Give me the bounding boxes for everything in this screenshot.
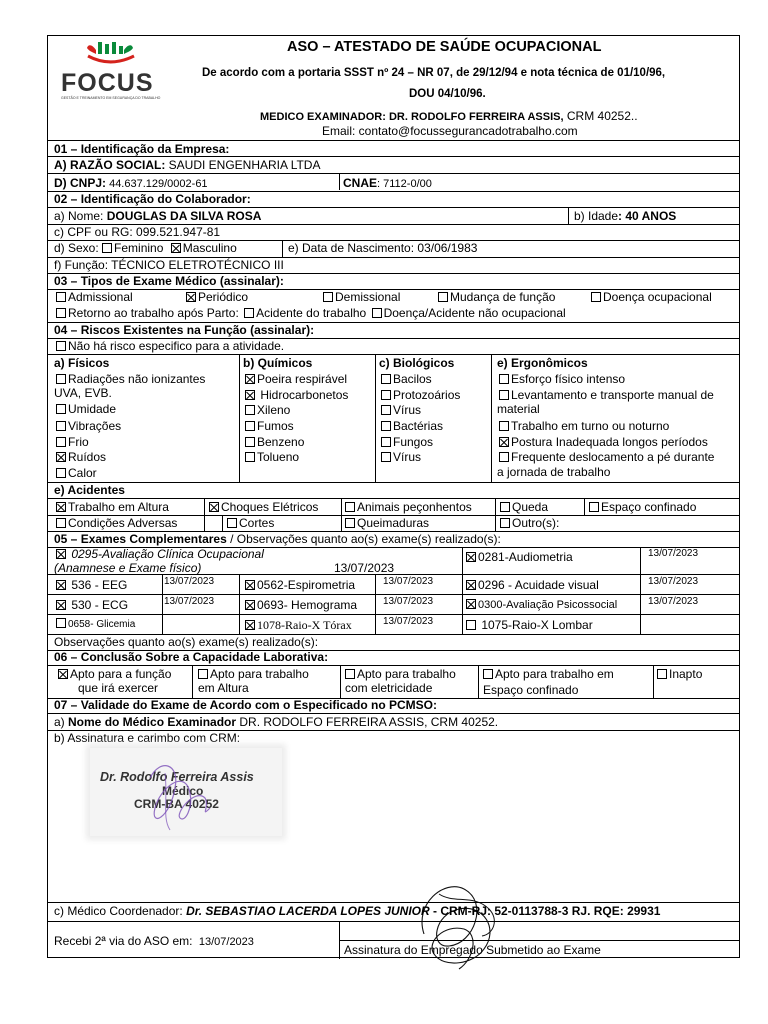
coordenador-crm: - CRM-RJ: 52-0113788-3 RJ. RQE: 29931 [429, 904, 661, 918]
risco-umidade [56, 402, 116, 416]
acidente-espaco [589, 500, 696, 514]
0296-label: 0296 - Acuidade visual [478, 578, 599, 592]
cnae-value: : 7112-0/00 [377, 178, 432, 190]
cortes-checkbox[interactable] [227, 518, 237, 528]
apto-eletricidade-label: Apto para trabalho [357, 667, 456, 681]
feminino-checkbox[interactable] [102, 243, 112, 253]
queimaduras-checkbox[interactable] [345, 518, 355, 528]
risco-radiacoes [56, 372, 205, 386]
536-checkbox[interactable] [56, 580, 66, 590]
protozoarios-checkbox[interactable] [381, 390, 391, 400]
bacterias-label: Bactérias [393, 419, 444, 433]
examiner-label: MEDICO EXAMINADOR: DR. RODOLFO FERREIRA ASSIS, [260, 111, 564, 123]
poeira-label: Poeira respirável [257, 372, 348, 386]
protozoarios-label: Protozoários [393, 388, 461, 402]
retorno-checkbox[interactable] [56, 308, 66, 318]
section-05-title-bold: 05 – Exames Complementares [54, 532, 227, 546]
doenca-acidente-label: Doença/Acidente não ocupacional [383, 306, 566, 320]
risco-ruidos [56, 450, 106, 464]
apto-checkbox[interactable] [58, 669, 68, 679]
risco-postura [499, 435, 708, 449]
outros-label: Outro(s): [512, 516, 560, 530]
animais-label: Animais peçonhentos [357, 500, 472, 514]
0300-checkbox[interactable] [466, 599, 476, 609]
conclusao-apto-2: que irá exercer [78, 681, 159, 695]
exame-periodico [186, 290, 248, 304]
risco-levantamento [499, 388, 714, 402]
colaborador-funcao: f) Função: TÉCNICO ELETROTÉCNICO III [54, 258, 284, 272]
risco-frequente [499, 450, 714, 464]
0562-label: 0562-Espirometria [257, 578, 356, 592]
apto-label: Apto para a função [70, 667, 172, 681]
risco-bacterias [381, 419, 443, 433]
document-subtitle-2: DOU 04/10/96. [409, 88, 486, 100]
razao-social-value: SAUDI ENGENHARIA LTDA [165, 158, 321, 172]
1078-label: 1078-Raio-X Tórax [257, 618, 352, 632]
risco-levantamento-2: material [497, 402, 540, 416]
ruidos-label: Ruídos [68, 450, 107, 464]
queda-label: Queda [512, 500, 549, 514]
colaborador-nome [54, 209, 261, 223]
choques-label: Choques Elétricos [221, 500, 319, 514]
cnpj [54, 176, 208, 191]
examiner-signature-icon [90, 748, 282, 836]
sexo-label: d) Sexo: [54, 241, 99, 255]
document-subtitle-1: De acordo com a portaria SSST nº 24 – NR 07, de 29/12/94 e nota técnica de 01/10/96, [202, 67, 666, 79]
inapto-label: Inapto [669, 667, 703, 681]
acidente-cortes [227, 516, 274, 530]
exame-admissional [56, 290, 133, 304]
doenca-label: Doença ocupacional [603, 290, 712, 304]
frequente-checkbox[interactable] [499, 452, 509, 462]
exame-1075 [466, 618, 593, 632]
periodico-label: Periódico [198, 290, 249, 304]
benzeno-label: Benzeno [257, 435, 305, 449]
virus-1-checkbox[interactable] [381, 405, 391, 415]
acidente-altura [56, 500, 169, 514]
coordenador-value: Dr. SEBASTIAO LACERDA LOPES JUNIOR [186, 904, 430, 918]
cnpj-label: D) CNPJ: [54, 176, 107, 190]
conclusao-confinado-2: Espaço confinado [483, 683, 579, 697]
altura-label: Trabalho em Altura [68, 500, 169, 514]
apto-confinado-label: Apto para trabalho em [495, 667, 614, 681]
outros-checkbox[interactable] [500, 518, 510, 528]
cortes-label: Cortes [239, 516, 275, 530]
section-02-title: 02 – Identificação do Colaborador: [54, 192, 251, 206]
cnae-label: CNAE [343, 176, 378, 190]
acidente-animais [345, 500, 472, 514]
animais-checkbox[interactable] [345, 502, 355, 512]
virus-2-label: Vírus [393, 450, 422, 464]
risco-calor [56, 466, 97, 480]
0693-label: 0693- Hemograma [257, 598, 358, 612]
virus-2-checkbox[interactable] [381, 452, 391, 462]
risco-frequente-2: a jornada de trabalho [497, 465, 611, 479]
risco-trabalho-turno [499, 419, 669, 433]
retorno-label: Retorno ao trabalho após Parto: [68, 306, 239, 320]
fisicos-title: a) Físicos [54, 356, 110, 370]
exame-1078-date: 13/07/2023 [383, 616, 434, 627]
frio-label: Frio [68, 435, 89, 449]
bacilos-label: Bacilos [393, 372, 432, 386]
radiacoes-label: Radiações não ionizantes [68, 372, 206, 386]
altura-checkbox[interactable] [56, 502, 66, 512]
conclusao-inapto [657, 667, 702, 681]
medico-coordenador [54, 904, 660, 918]
xileno-label: Xileno [257, 403, 291, 417]
queda-checkbox[interactable] [500, 502, 510, 512]
aso-document [47, 35, 740, 958]
trabalho-turno-checkbox[interactable] [499, 421, 509, 431]
postura-label: Postura Inadequada longos períodos [511, 435, 708, 449]
ruidos-checkbox[interactable] [56, 452, 66, 462]
logo-tagline: GESTÃO E TREINAMENTO EM SEGURANÇA DO TRABALHO [61, 96, 161, 100]
conclusao-eletricidade-2: com eletricidade [345, 681, 433, 695]
exame-0300-date: 13/07/2023 [648, 596, 699, 607]
calor-checkbox[interactable] [56, 468, 66, 478]
risco-radiacoes-2: UVA, EVB. [54, 386, 112, 400]
esforco-checkbox[interactable] [499, 374, 509, 384]
idade-value: : 40 ANOS [618, 209, 677, 223]
xileno-checkbox[interactable] [245, 405, 255, 415]
contact-email: Email: contato@focussegurancadotrabalho.com [322, 124, 578, 138]
admissional-checkbox[interactable] [56, 292, 66, 302]
espaco-label: Espaço confinado [601, 500, 697, 514]
acidente-label: Acidente do trabalho [256, 306, 367, 320]
risco-frio [56, 435, 89, 449]
doctor-stamp [90, 748, 282, 836]
feminino-label: Feminino [114, 241, 164, 255]
section-05-title [54, 532, 501, 546]
risco-xileno [245, 403, 290, 417]
document-title: ASO – ATESTADO DE SAÚDE OCUPACIONAL [287, 39, 602, 55]
hidrocarbonetos-checkbox[interactable] [245, 390, 255, 400]
poeira-checkbox[interactable] [245, 374, 255, 384]
medico-examinador [54, 715, 498, 729]
radiacoes-checkbox[interactable] [56, 374, 66, 384]
colaborador-sexo [54, 241, 237, 255]
logo-text: FOCUS [61, 69, 154, 97]
0295-label: 0295-Avaliação Clínica Ocupacional [68, 547, 264, 561]
stamp-role: Médico [162, 784, 204, 798]
risco-poeira [245, 372, 347, 386]
acidentes-title: e) Acidentes [54, 483, 125, 497]
condicoes-label: Condições Adversas [68, 516, 178, 530]
acidente-choques [209, 500, 318, 514]
risco-esforco [499, 372, 625, 386]
0658-checkbox[interactable] [56, 618, 66, 628]
choques-checkbox[interactable] [209, 502, 219, 512]
frio-checkbox[interactable] [56, 437, 66, 447]
calor-label: Calor [68, 466, 97, 480]
section-03-title: 03 – Tipos de Exame Médico (assinalar): [54, 274, 284, 288]
exame-0658 [56, 618, 135, 632]
section-01-title: 01 – Identificação da Empresa: [54, 142, 230, 156]
apto-altura-label: Apto para trabalho [210, 667, 309, 681]
stamp-crm: CRM-BA 40252 [134, 797, 219, 811]
conclusao-apto [58, 667, 171, 681]
0562-checkbox[interactable] [245, 580, 255, 590]
acidente-queda [500, 500, 548, 514]
acidente-queimaduras [345, 516, 429, 530]
risco-fumos [245, 419, 294, 433]
espaco-checkbox[interactable] [589, 502, 599, 512]
conclusao-altura-2: em Altura [198, 681, 249, 695]
bacilos-checkbox[interactable] [381, 374, 391, 384]
levantamento-label: Levantamento e transporte manual de [511, 388, 714, 402]
0693-checkbox[interactable] [245, 600, 255, 610]
apto-altura-checkbox[interactable] [198, 669, 208, 679]
exame-doenca [591, 290, 712, 304]
umidade-checkbox[interactable] [56, 404, 66, 414]
observacoes-exames: Observações quanto ao(s) exame(s) realizado(s): [54, 635, 319, 649]
coordenador-label: c) Médico Coordenador: [54, 904, 187, 918]
medico-prefix: a) [54, 715, 69, 729]
cnae [343, 176, 432, 191]
0281-checkbox[interactable] [466, 552, 476, 562]
risco-virus-1 [381, 403, 421, 417]
risco-benzeno [245, 435, 304, 449]
hidrocarbonetos-label: Hidrocarbonetos [257, 388, 349, 402]
0300-label: 0300-Avaliação Psicossocial [478, 599, 618, 611]
nao-ha-risco [56, 339, 284, 353]
risco-protozoarios [381, 388, 460, 402]
recebi-label: Recebi 2ª via do ASO em: [54, 934, 193, 948]
1075-label: 1075-Raio-X Lombar [478, 618, 593, 632]
doenca-checkbox[interactable] [591, 292, 601, 302]
data-nascimento: e) Data de Nascimento: 03/06/1983 [288, 241, 478, 255]
umidade-label: Umidade [68, 402, 117, 416]
risco-tolueno [245, 450, 299, 464]
0281-label: 0281-Audiometria [478, 550, 573, 564]
examiner-crm: CRM 40252.. [563, 109, 638, 123]
exame-0296-date: 13/07/2023 [648, 576, 699, 587]
recebi-via [54, 934, 254, 949]
quimicos-title: b) Químicos [243, 356, 313, 370]
nome-value: DOUGLAS DA SILVA ROSA [106, 209, 262, 223]
examiner-line [260, 109, 638, 124]
tolueno-label: Tolueno [257, 450, 300, 464]
section-06-title: 06 – Conclusão Sobre a Capacidade Laborativa: [54, 650, 329, 664]
risco-hidrocarbonetos [245, 388, 348, 402]
risco-bacilos [381, 372, 432, 386]
coordinator-signature-icon [404, 874, 514, 974]
acidente-checkbox[interactable] [244, 308, 254, 318]
exame-0295 [56, 547, 264, 561]
masculino-checkbox[interactable] [171, 243, 181, 253]
risco-virus-2 [381, 450, 421, 464]
exame-0281-date: 13/07/2023 [648, 548, 699, 559]
exame-0562 [245, 578, 355, 592]
bacterias-checkbox[interactable] [381, 421, 391, 431]
assinatura-empregado: Assinatura do Empregado Submetido ao Exame [344, 943, 601, 957]
periodico-checkbox[interactable] [186, 292, 196, 302]
risco-fungos [381, 435, 433, 449]
exame-demissional [323, 290, 400, 304]
536-label: 536 - EEG [68, 578, 128, 592]
colaborador-cpf: c) CPF ou RG: 099.521.947-81 [54, 225, 221, 239]
section-05-title-rest: / Observações quanto ao(s) exame(s) realizado(s): [226, 532, 501, 546]
0295-checkbox[interactable] [56, 549, 66, 559]
conclusao-confinado [483, 667, 614, 681]
postura-checkbox[interactable] [499, 437, 509, 447]
0296-checkbox[interactable] [466, 580, 476, 590]
exame-retorno [56, 306, 566, 320]
biologicos-title: c) Biológicos [379, 356, 455, 370]
masculino-label: Masculino [182, 241, 237, 255]
virus-1-label: Vírus [393, 403, 422, 417]
exame-0281 [466, 550, 573, 564]
exame-0300 [466, 598, 617, 612]
recebi-date: 13/07/2023 [198, 936, 254, 948]
conclusao-altura [198, 667, 309, 681]
nao-ha-risco-checkbox[interactable] [56, 341, 66, 351]
exame-536-date: 13/07/2023 [164, 576, 215, 587]
acidente-condicoes [56, 516, 177, 530]
1078-checkbox[interactable] [245, 620, 255, 630]
nao-ha-risco-label: Não há risco especifico para a atividade. [68, 339, 285, 353]
530-checkbox[interactable] [56, 600, 66, 610]
demissional-checkbox[interactable] [323, 292, 333, 302]
nome-label: a) Nome: [54, 209, 107, 223]
exame-0295-2: (Anamnese e Exame físico) [54, 561, 202, 575]
ergonomicos-title: e) Ergonômicos [497, 356, 588, 370]
tolueno-checkbox[interactable] [245, 452, 255, 462]
fumos-label: Fumos [257, 419, 294, 433]
acidente-outros [500, 516, 559, 530]
0658-label: 0658- Glicemia [68, 619, 136, 630]
idade-label: b) Idade [574, 209, 619, 223]
inapto-checkbox[interactable] [657, 669, 667, 679]
assinatura-label: b) Assinatura e carimbo com CRM: [54, 731, 241, 745]
section-07-title: 07 – Validade do Exame de Acordo com o Especificado no PCMSO: [54, 698, 437, 712]
exame-0562-date: 13/07/2023 [383, 576, 434, 587]
esforco-label: Esforço físico intenso [511, 372, 626, 386]
exame-0295-date: 13/07/2023 [334, 561, 395, 575]
exame-530 [56, 598, 128, 612]
exame-536 [56, 578, 127, 592]
vibracoes-checkbox[interactable] [56, 421, 66, 431]
levantamento-checkbox[interactable] [499, 390, 509, 400]
benzeno-checkbox[interactable] [245, 437, 255, 447]
frequente-label: Frequente deslocamento a pé durante [511, 450, 715, 464]
doenca-acidente-checkbox[interactable] [372, 308, 382, 318]
mudanca-checkbox[interactable] [438, 292, 448, 302]
exame-0693 [245, 598, 357, 612]
exame-530-date: 13/07/2023 [164, 596, 215, 607]
conclusao-eletricidade [345, 667, 456, 681]
530-label: 530 - ECG [68, 598, 129, 612]
vibracoes-label: Vibrações [68, 419, 122, 433]
razao-social [54, 158, 320, 172]
exame-mudanca [438, 290, 555, 304]
risco-vibracoes [56, 419, 121, 433]
queimaduras-label: Queimaduras [357, 516, 430, 530]
exame-0693-date: 13/07/2023 [383, 596, 434, 607]
fumos-checkbox[interactable] [245, 421, 255, 431]
mudanca-label: Mudança de função [450, 290, 556, 304]
razao-social-label: A) RAZÃO SOCIAL: [54, 158, 166, 172]
apto-confinado-checkbox[interactable] [483, 669, 493, 679]
demissional-label: Demissional [335, 290, 401, 304]
exame-1078 [245, 618, 352, 632]
admissional-label: Admissional [68, 290, 133, 304]
trabalho-turno-label: Trabalho em turno ou noturno [511, 419, 670, 433]
condicoes-checkbox[interactable] [56, 518, 66, 528]
fungos-label: Fungos [393, 435, 434, 449]
exame-0296 [466, 578, 599, 592]
colaborador-idade [574, 209, 676, 223]
medico-value: DR. RODOLFO FERREIRA ASSIS, CRM 40252. [236, 715, 499, 729]
1075-checkbox[interactable] [466, 620, 476, 630]
apto-eletricidade-checkbox[interactable] [345, 669, 355, 679]
stamp-name: Dr. Rodolfo Ferreira Assis [100, 770, 254, 784]
fungos-checkbox[interactable] [381, 437, 391, 447]
medico-label: Nome do Médico Examinador [68, 715, 237, 729]
cnpj-value: 44.637.129/0002-61 [106, 178, 208, 190]
focus-logo [58, 40, 170, 102]
section-04-title: 04 – Riscos Existentes na Função (assinalar): [54, 323, 315, 337]
